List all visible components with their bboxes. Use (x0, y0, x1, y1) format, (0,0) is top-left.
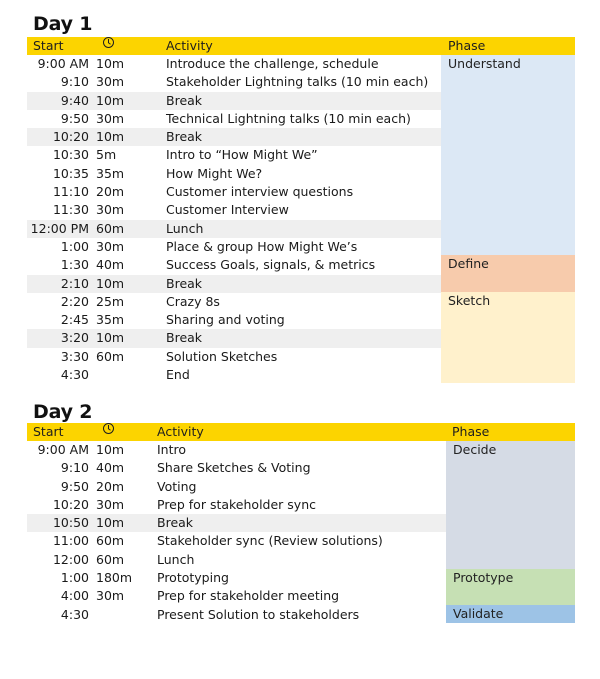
schedule-row (27, 238, 441, 256)
activity: Break (166, 129, 203, 145)
start-time: 2:20 (60, 293, 89, 309)
duration: 180m (96, 570, 133, 586)
start-time: 9:40 (60, 92, 89, 108)
activity: How Might We? (166, 165, 263, 181)
activity: Customer interview questions (166, 184, 354, 200)
schedule-row (27, 478, 446, 496)
start-time: 9:00 AM (37, 56, 89, 71)
schedule-row (27, 366, 441, 384)
start-time: 2:45 (60, 312, 89, 328)
start-time: 12:00 PM (30, 220, 89, 236)
schedule-row (27, 459, 446, 477)
duration: 30m (96, 74, 125, 90)
phase-understand: Understand (441, 55, 575, 255)
activity: Introduce the challenge, schedule (166, 56, 379, 71)
start-time: 11:00 (52, 533, 89, 549)
schedule-row (27, 201, 441, 219)
schedule-row (27, 146, 441, 164)
duration: 20m (96, 478, 125, 494)
activity: Sharing and voting (166, 312, 285, 328)
column-header-start: Start (33, 38, 64, 53)
duration: 35m (96, 165, 125, 181)
schedule-row (27, 275, 441, 293)
duration: 30m (96, 110, 125, 126)
clock-icon (103, 37, 114, 48)
day1-schedule-rows (27, 55, 441, 384)
duration: 25m (96, 293, 125, 309)
day1-header-row (27, 37, 575, 55)
schedule-row (27, 165, 441, 183)
start-time: 12:00 (52, 551, 89, 567)
duration: 35m (96, 312, 125, 328)
duration: 10m (96, 92, 125, 108)
activity: Place & group How Might We’s (166, 238, 358, 254)
start-time: 9:10 (60, 460, 89, 476)
activity: Stakeholder sync (Review solutions) (157, 533, 383, 549)
activity: Crazy 8s (166, 293, 220, 309)
activity: Lunch (157, 551, 195, 567)
duration: 10m (96, 515, 125, 531)
duration: 10m (96, 129, 125, 145)
activity: Break (166, 330, 203, 346)
day2-schedule-rows (27, 441, 446, 624)
schedule-row (27, 73, 441, 91)
day2-title: Day 2 (33, 401, 93, 423)
phase-validate: Validate (446, 605, 575, 623)
schedule-row (27, 92, 441, 110)
activity: Present Solution to stakeholders (157, 606, 360, 622)
start-time: 10:30 (52, 147, 89, 163)
activity: Break (166, 92, 203, 108)
duration: 10m (96, 56, 125, 71)
start-time: 3:20 (60, 330, 89, 346)
activity: Voting (157, 478, 197, 494)
column-header-activity: Activity (166, 38, 213, 53)
duration: 30m (96, 202, 125, 218)
schedule-row (27, 514, 446, 532)
duration: 20m (96, 184, 125, 200)
start-time: 9:10 (60, 74, 89, 90)
activity: Prep for stakeholder meeting (157, 588, 340, 604)
duration: 60m (96, 220, 125, 236)
start-time: 10:20 (52, 496, 89, 512)
activity: Customer Interview (166, 202, 289, 218)
schedule-row (27, 329, 441, 347)
activity: Share Sketches & Voting (157, 460, 311, 476)
column-header-start: Start (33, 424, 64, 439)
duration: 30m (96, 588, 125, 604)
activity: Lunch (166, 220, 204, 236)
start-time: 4:30 (60, 367, 89, 383)
start-time: 4:30 (60, 606, 89, 622)
phase-sketch: Sketch (441, 292, 575, 383)
start-time: 3:30 (60, 348, 89, 364)
duration: 10m (96, 442, 125, 457)
start-time: 10:50 (52, 515, 89, 531)
activity: Break (166, 275, 203, 291)
schedule-row (27, 348, 441, 366)
schedule-row (27, 532, 446, 550)
activity: Intro to “How Might We” (166, 147, 318, 163)
schedule-row (27, 606, 446, 624)
start-time: 9:00 AM (37, 442, 89, 457)
activity: Prep for stakeholder sync (157, 496, 316, 512)
schedule-row (27, 256, 441, 274)
activity: Break (157, 515, 194, 531)
phase-decide: Decide (446, 441, 575, 569)
start-time: 11:30 (52, 202, 89, 218)
schedule-row (27, 55, 441, 73)
start-time: 4:00 (60, 588, 89, 604)
activity: Prototyping (157, 570, 229, 586)
column-header-activity: Activity (157, 424, 204, 439)
schedule-row (27, 128, 441, 146)
activity: Stakeholder Lightning talks (10 min each) (166, 74, 429, 90)
schedule-row (27, 183, 441, 201)
start-time: 11:10 (52, 184, 89, 200)
schedule-row (27, 220, 441, 238)
duration: 10m (96, 330, 125, 346)
start-time: 1:30 (60, 257, 89, 273)
schedule-row (27, 569, 446, 587)
schedule-row (27, 441, 446, 459)
day1-title: Day 1 (33, 13, 93, 35)
start-time: 1:00 (60, 238, 89, 254)
phase-define: Define (441, 255, 575, 292)
duration: 60m (96, 551, 125, 567)
column-header-phase: Phase (452, 424, 490, 439)
schedule-row (27, 293, 441, 311)
schedule-row (27, 496, 446, 514)
start-time: 10:35 (52, 165, 89, 181)
duration: 5m (96, 147, 117, 163)
activity: Success Goals, signals, & metrics (166, 257, 376, 273)
activity: Intro (157, 442, 187, 457)
duration: 30m (96, 496, 125, 512)
duration: 40m (96, 460, 125, 476)
schedule-row (27, 551, 446, 569)
start-time: 1:00 (60, 570, 89, 586)
activity: Technical Lightning talks (10 min each) (166, 110, 411, 126)
phase-prototype: Prototype (446, 569, 575, 605)
column-header-phase: Phase (448, 38, 486, 53)
start-time: 9:50 (60, 478, 89, 494)
activity: End (166, 367, 190, 383)
activity: Solution Sketches (166, 348, 278, 364)
schedule-row (27, 110, 441, 128)
start-time: 2:10 (60, 275, 89, 291)
schedule-row (27, 311, 441, 329)
day2-header-row (27, 423, 575, 441)
duration: 10m (96, 275, 125, 291)
start-time: 10:20 (52, 129, 89, 145)
start-time: 9:50 (60, 110, 89, 126)
clock-icon (103, 423, 114, 434)
duration: 40m (96, 257, 125, 273)
duration: 60m (96, 533, 125, 549)
duration: 30m (96, 238, 125, 254)
schedule-row (27, 587, 446, 605)
duration: 60m (96, 348, 125, 364)
